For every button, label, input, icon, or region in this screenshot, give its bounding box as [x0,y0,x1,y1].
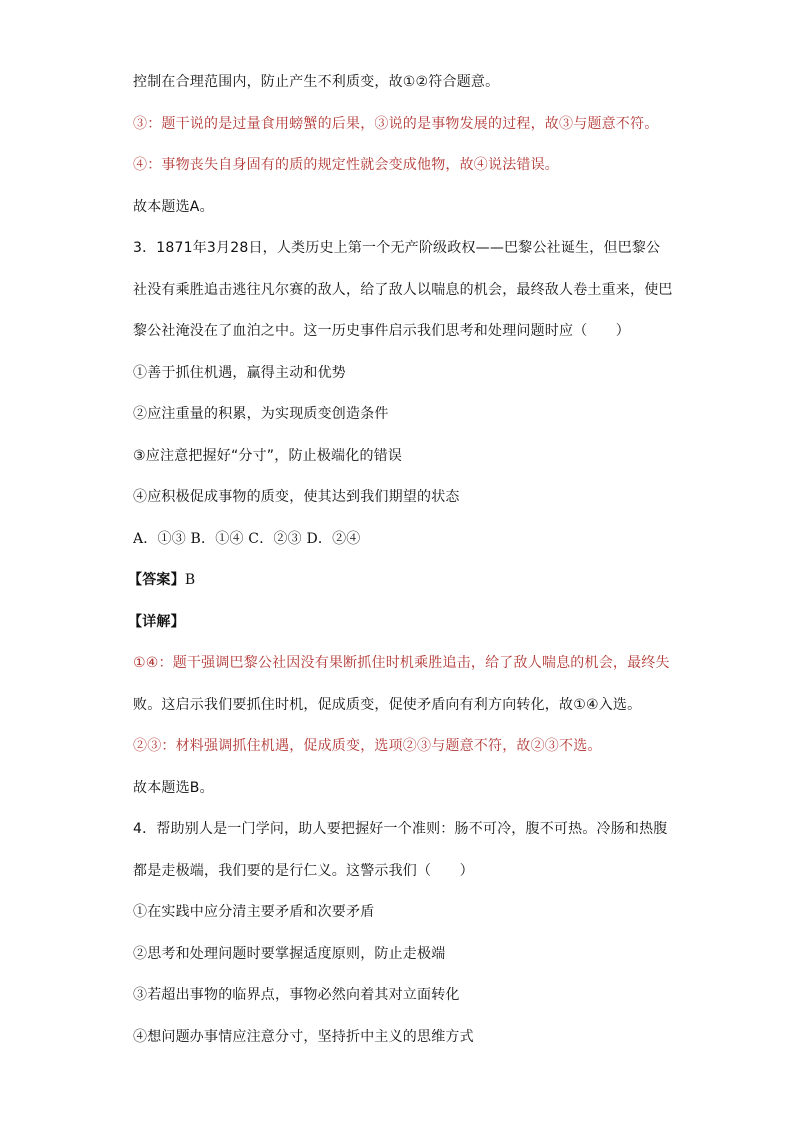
q3-stem-line3: 黎公社淹没在了血泊之中。这一历史事件启示我们思考和处理问题时应（ ） [133,323,630,339]
q2-explanation-option4: ④：事物丧失自身固有的质的规定性就会变成他物，故④说法错误。 [133,157,559,173]
q4-option-2: ②思考和处理问题时要掌握适度原则，防止走极端 [133,946,446,962]
q3-option-4: ④应积极促成事物的质变，使其达到我们期望的状态 [133,489,460,505]
q3-explain-line2: 败。这启示我们要抓住时机，促成质变，促使矛盾向有利方向转化，故①④入选。 [133,697,642,713]
q3-explain-line3: ②③：材料强调抓住机遇，促成质变，选项②③与题意不符，故②③不选。 [133,738,602,754]
q3-choices: A．①③ B．①④ C．②③ D．②④ [133,531,361,547]
q3-option-3: ③应注意把握好“分寸”，防止极端化的错误 [133,448,403,464]
q4-option-3: ③若超出事物的临界点，事物必然向着其对立面转化 [133,987,460,1003]
q3-option-2: ②应注重量的积累，为实现质变创造条件 [133,406,389,422]
q3-stem-line1: 3．1871年3月28日，人类历史上第一个无产阶级政权——巴黎公社诞生，但巴黎公 [133,240,661,256]
q3-explain-line1: ①④：题干强调巴黎公社因没有果断抓住时机乘胜追击，给了敌人喘息的机会，最终失 [133,655,670,671]
q2-explanation-option3: ③：题干说的是过量食用螃蟹的后果，③说的是事物发展的过程，故③与题意不符。 [133,116,659,132]
q4-option-1: ①在实践中应分清主要矛盾和次要矛盾 [133,904,375,920]
answer-label: 【答案】 [128,572,185,588]
q4-stem-line2: 都是走极端，我们要的是行仁义。这警示我们（ ） [133,863,474,879]
q2-conclusion: 故本题选A。 [133,199,214,215]
q2-explanation-tail: 控制在合理范围内，防止产生不利质变，故①②符合题意。 [133,74,500,90]
answer-value: B [184,572,196,588]
q3-option-1: ①善于抓住机遇，赢得主动和优势 [133,365,346,381]
q4-option-4: ④想问题办事情应注意分寸，坚持折中主义的思维方式 [133,1029,474,1045]
q4-stem-line1: 4．帮助别人是一门学问，助人要把握好一个准则：肠不可冷，腹不可热。冷肠和热腹 [133,821,668,837]
q3-answer [128,570,673,590]
q3-stem-line2: 社没有乘胜追击逃往凡尔赛的敌人，给了敌人以喘息的机会，最终敌人卷土重来，使巴 [133,282,673,298]
q3-conclusion: 故本题选B。 [133,780,214,796]
q3-explain-label: 【详解】 [128,614,185,630]
